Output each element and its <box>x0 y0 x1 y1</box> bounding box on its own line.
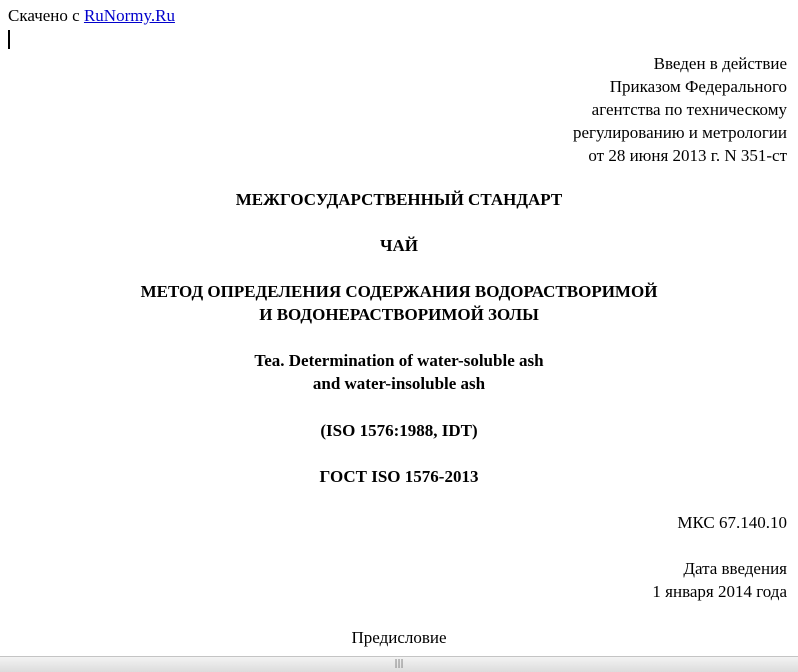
method-title-line: МЕТОД ОПРЕДЕЛЕНИЯ СОДЕРЖАНИЯ ВОДОРАСТВОРИМОЙ <box>140 282 658 301</box>
english-title-line: Tea. Determination of water-soluble ash <box>254 351 544 370</box>
iso-reference: (ISO 1576:1988, IDT) <box>320 421 478 440</box>
introduction-date: 1 января 2014 года <box>652 582 787 601</box>
text-caret <box>8 30 10 49</box>
english-title-line: and water-insoluble ash <box>312 374 486 393</box>
preface-heading: Предисловие <box>351 628 447 647</box>
horizontal-scrollbar[interactable] <box>0 656 798 672</box>
method-title <box>0 280 798 326</box>
product-heading: ЧАЙ <box>380 236 418 255</box>
approval-line: агентства по техническому <box>591 100 787 119</box>
introduction-date-block <box>652 557 787 603</box>
approval-line: от 28 июня 2013 г. N 351-ст <box>588 146 787 165</box>
standard-type-heading: МЕЖГОСУДАРСТВЕННЫЙ СТАНДАРТ <box>235 190 563 209</box>
gost-designation: ГОСТ ISO 1576-2013 <box>319 467 479 486</box>
grip-lines-icon[interactable]: ||| <box>394 659 404 669</box>
english-title <box>0 349 798 395</box>
approval-line: Приказом Федерального <box>609 77 787 96</box>
introduction-label: Дата введения <box>683 559 787 578</box>
approval-block <box>573 52 787 167</box>
approval-line: регулированию и метрологии <box>572 123 787 142</box>
source-prefix: Скачено с <box>8 6 84 25</box>
approval-line: Введен в действие <box>653 54 787 73</box>
method-title-line: И ВОДОНЕРАСТВОРИМОЙ ЗОЛЫ <box>259 305 539 324</box>
source-line <box>8 6 175 26</box>
mks-code: МКС 67.140.10 <box>677 513 787 532</box>
source-link[interactable]: RuNormy.Ru <box>83 6 175 25</box>
